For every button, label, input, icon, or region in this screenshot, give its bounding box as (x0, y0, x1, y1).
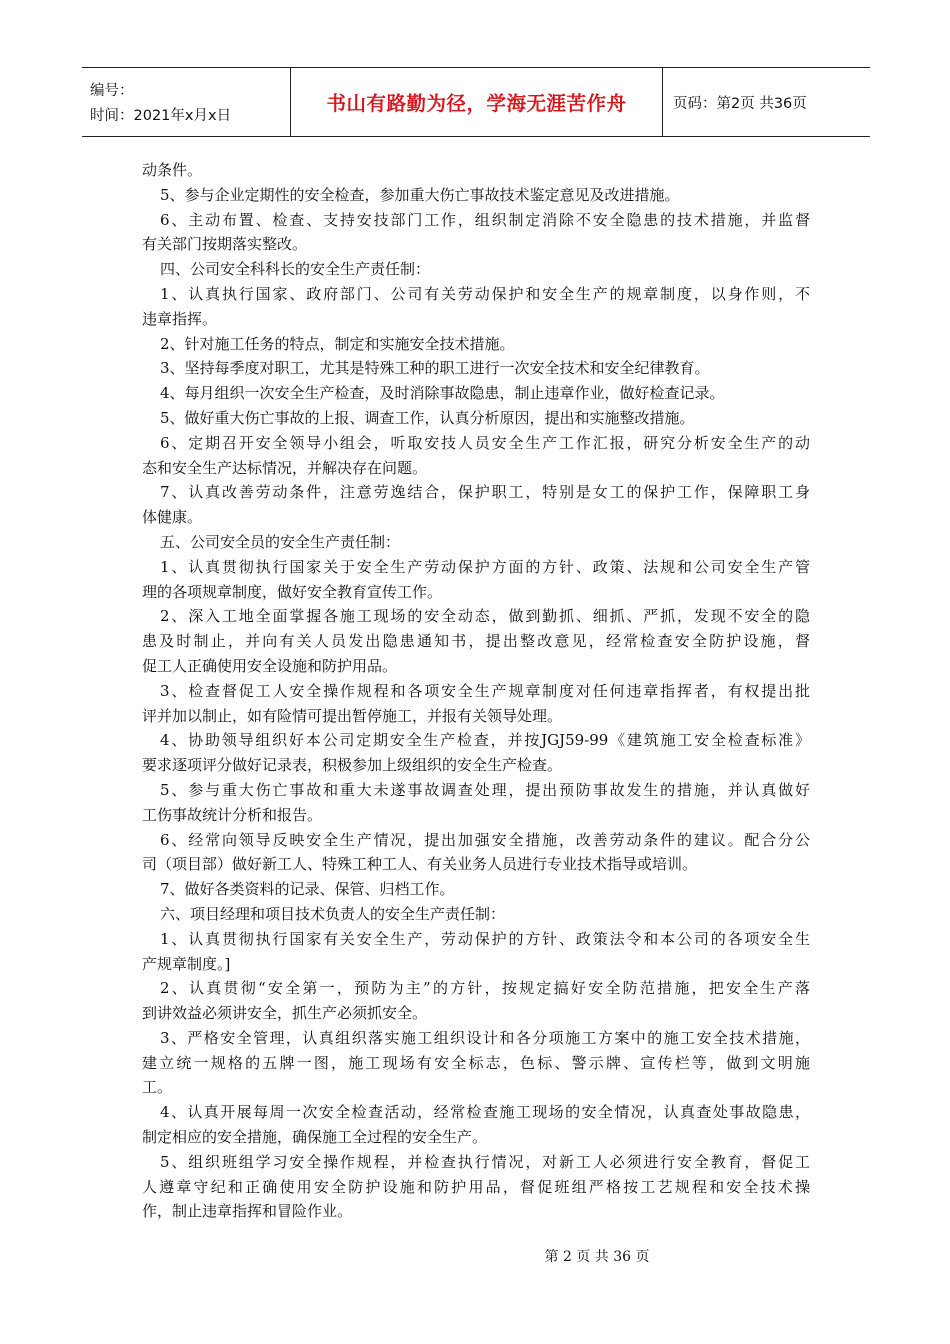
header-meta (82, 68, 290, 136)
text-line: 6、经常向领导反映安全生产情况，提出加强安全措施，改善劳动条件的建议。配合分公 (160, 830, 810, 849)
text-line: 3、严格安全管理，认真组织落实施工组织设计和各分项施工方案中的施工安全技术措施， (160, 1028, 810, 1047)
text-line: 3、检查督促工人安全操作规程和各项安全生产规章制度对任何违章指挥者，有权提出批 (160, 681, 810, 700)
text-line: 制定相应的安全措施，确保施工全过程的安全生产。 (142, 1128, 488, 1147)
text-line: 6、主动布置、检查、支持安技部门工作，组织制定消除不安全隐患的技术措施，并监督 (160, 210, 810, 229)
text-line: 五、公司安全员的安全生产责任制： (160, 532, 401, 551)
footer-page-number: 第 2 页 共 36 页 (544, 1249, 650, 1265)
text-line: 7、做好各类资料的记录、保管、归档工作。 (160, 880, 455, 899)
text-line: 2、深入工地全面掌握各施工现场的安全动态，做到勤抓、细抓、严抓，发现不安全的隐 (160, 607, 810, 626)
text-line: 1、认真执行国家、政府部门、公司有关劳动保护和安全生产的规章制度，以身作则，不 (160, 284, 810, 303)
document-number-label: 编号： (90, 83, 134, 99)
text-line: 2、针对施工任务的特点，制定和实施安全技术措施。 (160, 334, 515, 353)
text-line: 四、公司安全科科长的安全生产责任制： (160, 260, 431, 279)
text-line: 5、做好重大伤亡事故的上报、调查工作，认真分析原因，提出和实施整改措施。 (160, 408, 695, 427)
page-header (82, 67, 870, 137)
text-line: 工伤事故统计分析和报告。 (142, 805, 323, 824)
text-line: 人遵章守纪和正确使用安全防护设施和防护用品，督促班组严格按工艺规程和安全技术操 (142, 1177, 810, 1196)
text-line: 违章指挥。 (142, 309, 218, 328)
text-line: 3、坚持每季度对职工，尤其是特殊工种的职工进行一次安全技术和安全纪律教育。 (160, 359, 710, 378)
page-footer (0, 1246, 950, 1266)
document-body (142, 158, 810, 1224)
text-line: 2、认真贯彻“安全第一，预防为主”的方针，按规定搞好安全防范措施，把安全生产落 (160, 979, 810, 998)
text-line: 体健康。 (142, 508, 203, 527)
header-page-info: 页码：第2页 共36页 (673, 95, 807, 112)
text-line: 六、项目经理和项目技术负责人的安全生产责任制： (160, 904, 506, 923)
text-line: 患及时制止，并向有关人员发出隐患通知书，提出整改意见，经常检查安全防护设施，督 (142, 632, 810, 651)
header-motto: 书山有路勤为径，学海无涯苦作舟 (326, 92, 627, 115)
text-line: 7、认真改善劳动条件，注意劳逸结合，保护职工，特别是女工的保护工作，保障职工身 (160, 483, 810, 502)
text-line: 司（项目部）做好新工人、特殊工种工人、有关业务人员进行专业技术指导或培训。 (142, 855, 698, 874)
text-line: 5、参与企业定期性的安全检查，参加重大伤亡事故技术鉴定意见及改进措施。 (160, 185, 680, 204)
text-line: 1、认真贯彻执行国家有关安全生产，劳动保护的方针、政策法令和本公司的各项安全生 (160, 929, 810, 948)
text-line: 到讲效益必须讲安全，抓生产必须抓安全。 (142, 1004, 428, 1023)
text-line: 工。 (142, 1078, 173, 1097)
text-line: 6、定期召开安全领导小组会，听取安技人员安全生产工作汇报，研究分析安全生产的动 (160, 433, 810, 452)
text-line: 4、协助领导组织好本公司定期安全生产检查，并按JGJ59-99《建筑施工安全检查标准》 (160, 731, 810, 750)
text-line: 要求逐项评分做好记录表，积极参加上级组织的安全生产检查。 (142, 756, 563, 775)
text-line: 建立统一规格的五牌一图，施工现场有安全标志，色标、警示牌、宣传栏等，做到文明施 (142, 1053, 810, 1072)
text-line: 理的各项规章制度，做好安全教育宣传工作。 (142, 582, 443, 601)
text-line: 5、组织班组学习安全操作规程，并检查执行情况，对新工人必须进行安全教育，督促工 (160, 1152, 810, 1171)
text-line: 5、参与重大伤亡事故和重大未遂事故调查处理，提出预防事故发生的措施，并认真做好 (160, 780, 810, 799)
text-line: 1、认真贯彻执行国家关于安全生产劳动保护方面的方针、政策、法规和公司安全生产管 (160, 557, 810, 576)
text-line: 促工人正确使用安全设施和防护用品。 (142, 656, 398, 675)
text-line: 有关部门按期落实整改。 (142, 235, 308, 254)
document-date-label: 时间：2021年x月x日 (90, 108, 232, 124)
header-motto-cell (290, 68, 663, 136)
text-line: 作，制止违章指挥和冒险作业。 (142, 1202, 353, 1221)
text-line: 评并加以制止，如有险情可提出暂停施工，并报有关领导处理。 (142, 706, 563, 725)
text-line: 产规章制度。] (142, 954, 231, 973)
text-line: 态和安全生产达标情况，并解决存在问题。 (142, 458, 428, 477)
text-line: 动条件。 (142, 161, 203, 179)
text-line: 4、每月组织一次安全生产检查，及时消除事故隐患，制止违章作业，做好检查记录。 (160, 384, 725, 403)
text-line: 4、认真开展每周一次安全检查活动，经常检查施工现场的安全情况，认真查处事故隐患， (160, 1103, 810, 1122)
